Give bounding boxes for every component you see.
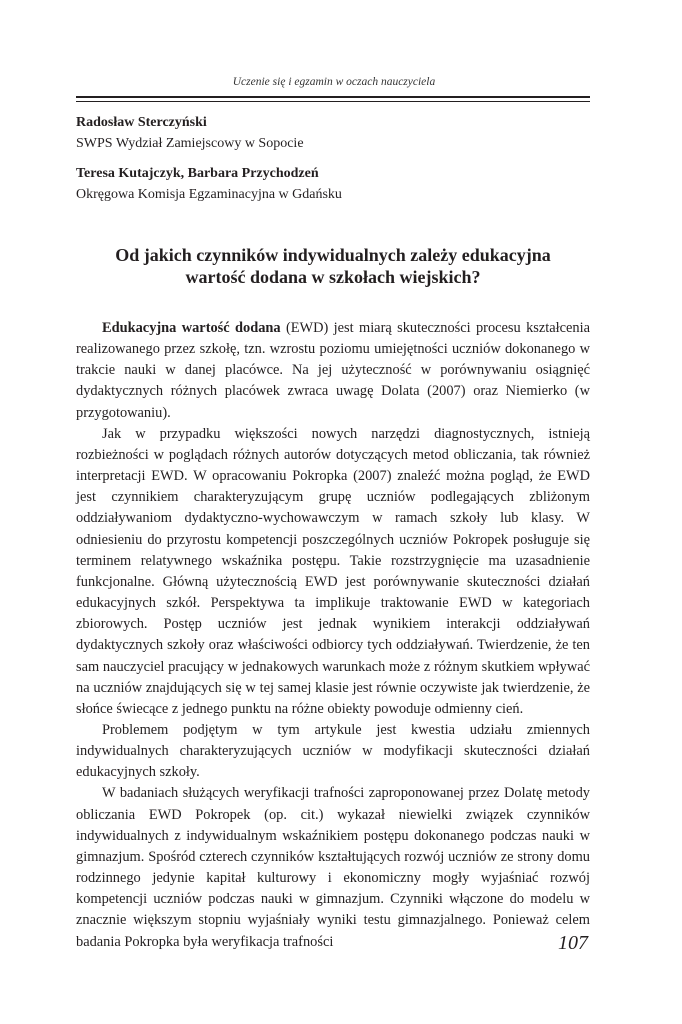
author-block-1 — [76, 112, 304, 154]
header-rule-thick — [76, 96, 590, 98]
author-affiliation: Okręgowa Komisja Egzaminacyjna w Gdańsku — [76, 187, 342, 202]
author-names: Radosław Sterczyński — [76, 115, 207, 130]
paragraph-text: Problemem podjętym w tym artykule jest kwestia udziału zmiennych indywidualnych charakteryzujących uczniów w modyfikacji skuteczności działań edukacyjnych szkoły. — [76, 721, 590, 781]
paragraph-text: Jak w przypadku większości nowych narzędzi diagnostycznych, istnieją rozbieżności w poglądach różnych autorów dotyczących metod obliczania, tak również interpretacji EWD. W opracowaniu Pokropka (2007) znaleźć można pogląd, że EWD jest czynnikiem charakteryzującym grupę uczniów podlegających zbliżonym oddziaływaniom dydaktyczno-wychowawczym w ramach szkoły lub klasy. W odniesieniu do przyrostu kompetencji poszczególnych uczniów Pokropek posługuje się terminem relatywnego wskaźnika postępu. Takie rozstrzygnięcie ma uzasadnienie funkcjonalne. Główną użytecznością EWD jest porównywanie skuteczności działań edukacyjnych szkół. Perspektywa ta implikuje traktowanie EWD w kategoriach zbiorowych. Postęp uczniów jest jednak wynikiem interakcji oddziaływań dydaktycznych szkoły oraz właściwości odbiorcy tych oddziaływań. Twierdzenie, że ten sam nauczyciel pracujący w jednakowych warunkach może z różnym skutkiem wpływać na uczniów znajdujących się w tej samej klasie jest równie oczywiste jak twierdzenie, że słońce świecące z jednego punktu na różne obiekty powoduje odmienny cień. — [76, 425, 590, 717]
paragraph-4 — [76, 783, 590, 952]
page-number: 107 — [558, 932, 588, 954]
author-block-2 — [76, 163, 342, 205]
header-rule-thin — [76, 101, 590, 102]
paragraph-text: (EWD) jest miarą skuteczności procesu kształcenia realizowanego przez szkołę, tzn. wzrostu poziomu umiejętności uczniów dokonanego w trakcie nauki w danej placówce. Na jej użyteczność w porównywaniu osiągnięć dydaktycznych różnych placówek zwraca uwagę Dolata (2007) oraz Niemierko (w przygotowaniu). — [76, 320, 590, 421]
lead-term: Edukacyjna wartość dodana — [102, 320, 281, 336]
paragraph-2 — [76, 424, 590, 720]
article-body — [76, 318, 590, 953]
running-header: Uczenie się i egzamin w oczach nauczyciela — [232, 76, 436, 88]
article-title — [76, 244, 590, 288]
paragraph-1 — [76, 318, 590, 424]
title-line-1: Od jakich czynników indywidualnych zależy edukacyjna — [115, 245, 551, 265]
title-line-2: wartość dodana w szkołach wiejskich? — [185, 267, 481, 287]
author-affiliation: SWPS Wydział Zamiejscowy w Sopocie — [76, 136, 304, 151]
author-names: Teresa Kutajczyk, Barbara Przychodzeń — [76, 166, 319, 181]
paragraph-text: W badaniach służących weryfikacji trafności zaproponowanej przez Dolatę metody obliczania EWD Pokropek (op. cit.) wykazał niewielki związek czynników indywidualnych z indywidualnym wskaźnikiem postępu dokonanego podczas nauki w gimnazjum. Spośród czterech czynników kształtujących rozwój uczniów ze strony domu rodzinnego jedynie kapitał kulturowy i ekonomiczny mogły wyjaśniać rozwój kompetencji uczniów podczas nauki w gimnazjum. Czynniki włączone do modelu w znacznie większym stopniu wyjaśniały wyniki testu gimnazjalnego. Ponieważ celem badania Pokropka była weryfikacja trafności — [76, 785, 590, 950]
paragraph-3 — [76, 720, 590, 783]
